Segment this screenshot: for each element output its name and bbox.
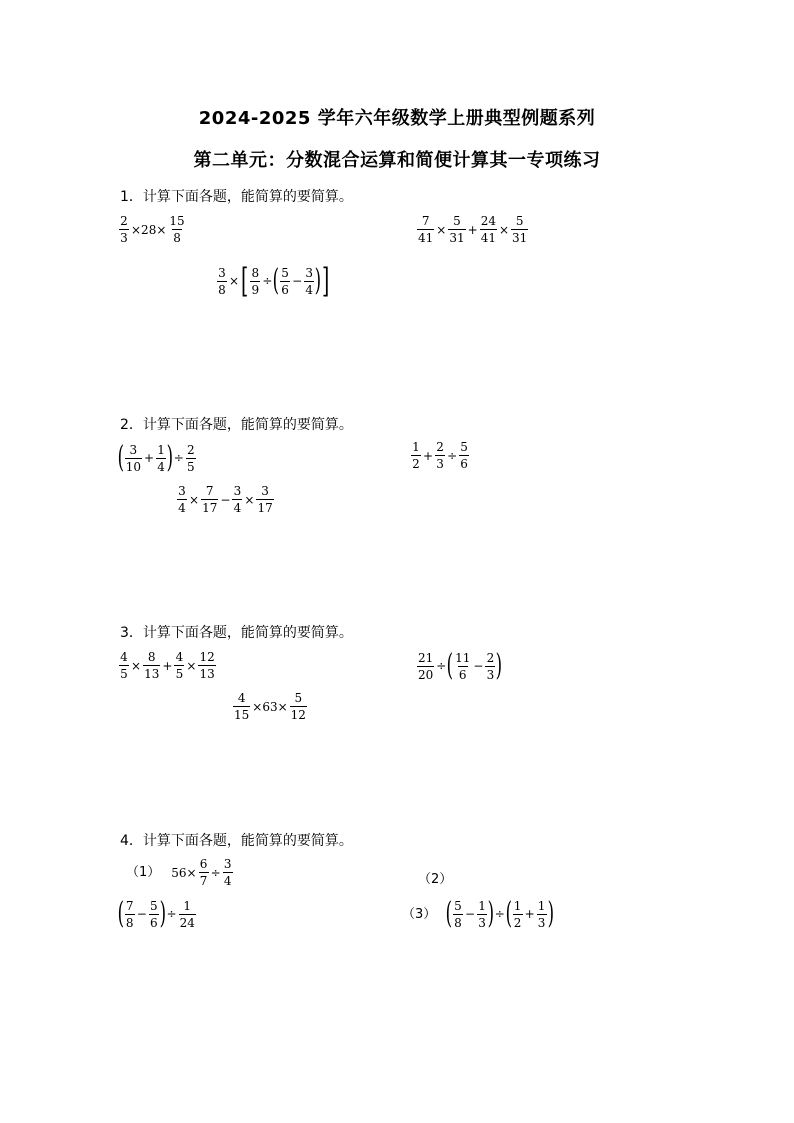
fraction [156, 444, 166, 473]
denominator: 41 [480, 231, 496, 245]
fraction [477, 900, 487, 929]
denominator: 3 [478, 915, 486, 930]
denominator: 2 [513, 915, 522, 930]
fraction [179, 900, 196, 929]
q1-expression-3 [216, 261, 330, 301]
fraction [177, 485, 187, 514]
fraction [485, 652, 495, 681]
q2-expression-1 [117, 440, 197, 475]
fraction [250, 267, 260, 296]
parenthesis: ) [314, 263, 322, 298]
denominator: 9 [251, 282, 260, 297]
denominator: 20 [418, 667, 434, 682]
q1-expression-1 [118, 215, 187, 244]
fraction [174, 651, 184, 680]
operator: ×28× [131, 222, 167, 237]
operator: × [436, 222, 447, 237]
fraction [459, 441, 469, 470]
numerator: 8 [251, 265, 260, 280]
question-2-heading: 2．计算下面各题，能简算的要简算。 [120, 417, 353, 433]
item-label: （1） [126, 865, 161, 880]
denominator: 3 [436, 457, 444, 471]
fraction [417, 652, 434, 681]
numerator: 3 [261, 484, 269, 498]
denominator: 8 [454, 915, 462, 930]
denominator: 4 [178, 501, 186, 515]
operator: × [244, 492, 255, 507]
denominator: 6 [149, 915, 158, 930]
operator: ÷ [262, 274, 273, 288]
operator: − [220, 492, 231, 507]
numerator: 5 [515, 214, 524, 228]
fraction [168, 215, 185, 244]
denominator: 31 [449, 231, 465, 245]
parenthesis: ( [445, 896, 453, 931]
document-subtitle: 第二单元：分数混合运算和简便计算其一专项练习 [193, 150, 601, 171]
numerator: 11 [455, 650, 471, 665]
fraction [304, 267, 314, 296]
parenthesis: ( [446, 648, 454, 683]
fraction [119, 651, 129, 680]
operator: ÷ [166, 907, 177, 921]
denominator: 15 [234, 708, 250, 722]
operator: ×63× [252, 699, 288, 714]
numerator: 2 [120, 214, 128, 228]
denominator: 2 [412, 457, 420, 471]
bracket: ] [321, 261, 330, 301]
fraction [256, 485, 273, 514]
operator: ÷ [436, 659, 447, 673]
fraction [143, 651, 160, 680]
fraction [280, 267, 290, 296]
denominator: 13 [144, 667, 160, 681]
numerator: 2 [187, 442, 195, 457]
denominator: 5 [187, 459, 195, 474]
operator: × [186, 658, 197, 673]
denominator: 5 [175, 667, 184, 681]
denominator: 41 [418, 231, 434, 245]
numerator: 3 [305, 265, 313, 280]
fraction [119, 215, 129, 244]
operator: × [498, 222, 510, 237]
q2-expression-3 [176, 485, 275, 514]
denominator: 13 [199, 667, 215, 681]
numerator: 15 [169, 214, 185, 228]
denominator: 10 [125, 459, 141, 474]
denominator: 17 [257, 501, 273, 515]
q4-expression-1 [126, 858, 234, 887]
bracket: [ [241, 261, 249, 301]
fraction [411, 441, 421, 470]
denominator: 8 [218, 282, 226, 297]
question-1-heading: 1．计算下面各题，能简算的要简算。 [120, 189, 353, 205]
denominator: 4 [157, 459, 165, 474]
numerator: 2 [486, 650, 495, 665]
denominator: 8 [125, 915, 134, 930]
numerator: 3 [223, 857, 232, 871]
fraction [480, 215, 497, 244]
parenthesis: ( [273, 263, 280, 298]
fraction [233, 692, 250, 721]
denominator: 7 [199, 874, 208, 888]
fraction [149, 900, 159, 929]
fraction [201, 485, 218, 514]
item-label: （3） [402, 906, 437, 922]
operator: − [136, 907, 147, 921]
denominator: 3 [120, 231, 128, 245]
fraction [198, 651, 215, 680]
numerator: 3 [233, 484, 242, 498]
fraction [290, 692, 307, 721]
numerator: 1 [183, 898, 192, 913]
document-title: 2024-2025 学年六年级数学上册典型例题系列 [198, 108, 596, 129]
fraction [217, 267, 227, 296]
numerator: 1 [412, 440, 420, 454]
numerator: 12 [199, 650, 215, 664]
operator: ÷ [447, 448, 458, 463]
fraction [511, 215, 528, 244]
denominator: 3 [537, 915, 546, 930]
fraction [513, 900, 523, 929]
numerator: 7 [205, 484, 214, 498]
denominator: 31 [512, 231, 528, 245]
denominator: 4 [305, 282, 313, 297]
operator: + [423, 448, 434, 463]
operator: + [467, 222, 478, 237]
fraction [417, 215, 434, 244]
denominator: 6 [460, 457, 468, 471]
parenthesis: ) [159, 896, 166, 931]
fraction [199, 858, 209, 887]
numerator: 5 [460, 440, 468, 454]
denominator: 24 [179, 915, 195, 930]
denominator: 4 [223, 874, 232, 888]
numerator: 1 [537, 898, 546, 913]
numerator: 3 [218, 265, 226, 280]
question-4-heading: 4．计算下面各题，能简算的要简算。 [120, 833, 353, 849]
operator: ÷ [494, 907, 505, 921]
operator: ÷ [210, 865, 221, 880]
parenthesis: ) [547, 896, 554, 931]
operator: 56× [171, 865, 197, 880]
q4-expression-3 [402, 896, 554, 931]
denominator: 8 [173, 231, 181, 245]
q3-expression-2 [416, 648, 503, 683]
parenthesis: ) [496, 648, 503, 683]
numerator: 5 [454, 898, 462, 913]
numerator: 4 [175, 650, 184, 664]
fraction [537, 900, 547, 929]
fraction [453, 900, 463, 929]
parenthesis: ) [487, 896, 495, 931]
denominator: 6 [458, 667, 467, 682]
question-3-heading: 3．计算下面各题，能简算的要简算。 [120, 625, 353, 641]
operator: + [162, 658, 173, 673]
fraction [223, 858, 233, 887]
q1-expression-2 [416, 215, 529, 244]
numerator: 1 [513, 898, 522, 913]
numerator: 3 [178, 484, 186, 498]
denominator: 17 [202, 501, 218, 515]
operator: ÷ [173, 451, 184, 465]
denominator: 12 [290, 708, 306, 722]
numerator: 5 [149, 898, 158, 913]
q2-expression-2 [410, 441, 470, 470]
parenthesis: ) [166, 440, 174, 475]
denominator: 3 [486, 667, 495, 682]
numerator: 21 [418, 650, 434, 665]
numerator: 1 [478, 898, 486, 913]
fraction [454, 652, 471, 681]
operator: × [229, 274, 240, 288]
operator: + [144, 451, 155, 465]
denominator: 4 [233, 501, 242, 515]
numerator: 4 [237, 691, 246, 705]
parenthesis: ( [117, 896, 125, 931]
fraction [435, 441, 445, 470]
fraction [232, 485, 242, 514]
fraction [448, 215, 465, 244]
denominator: 5 [120, 667, 128, 681]
operator: × [189, 492, 200, 507]
fraction [125, 444, 142, 473]
label: （2） [418, 872, 453, 887]
operator: − [292, 274, 303, 288]
parenthesis: ( [505, 896, 512, 931]
q4-expression-2 [117, 896, 197, 931]
numerator: 5 [453, 214, 461, 228]
parenthesis: ( [117, 440, 125, 475]
denominator: 6 [281, 282, 289, 297]
numerator: 8 [147, 650, 156, 664]
fraction [186, 444, 196, 473]
q3-expression-1 [118, 651, 217, 680]
operator: − [465, 907, 476, 921]
numerator: 5 [281, 265, 289, 280]
operator: − [473, 659, 484, 673]
q3-expression-3 [232, 692, 308, 721]
numerator: 24 [480, 214, 496, 228]
numerator: 7 [421, 214, 430, 228]
numerator: 1 [157, 442, 165, 457]
q4-item-2-label [418, 868, 462, 887]
numerator: 3 [129, 442, 138, 457]
fraction [125, 900, 135, 929]
numerator: 4 [120, 650, 128, 664]
numerator: 5 [294, 691, 303, 705]
operator: × [131, 658, 142, 673]
numerator: 2 [436, 440, 444, 454]
numerator: 6 [199, 857, 208, 871]
operator: + [524, 907, 535, 921]
numerator: 7 [125, 898, 134, 913]
